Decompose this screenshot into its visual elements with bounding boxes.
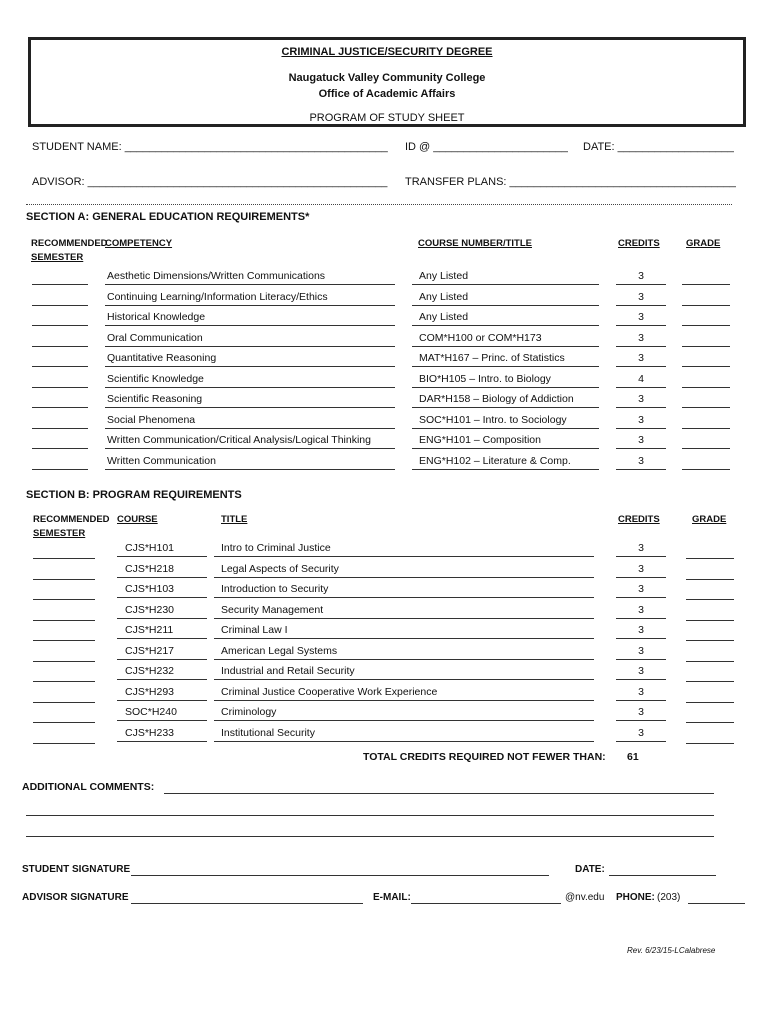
section-b-credits: 3 (638, 603, 644, 616)
section-a-col-grade: GRADE (686, 238, 721, 249)
section-a-competency: Oral Communication (107, 331, 203, 344)
section-b-semester-line[interactable] (33, 599, 95, 600)
section-a-competency-underline (105, 469, 395, 470)
section-a-competency: Continuing Learning/Information Literacy/Ethics (107, 290, 328, 303)
section-b-credits-underline (616, 556, 666, 557)
section-b-grade-line[interactable] (686, 681, 734, 682)
section-b-course: CJS*H218 (125, 562, 175, 575)
section-b-title-underline (214, 577, 594, 578)
section-a-competency-underline (105, 428, 395, 429)
section-b-grade-line[interactable] (686, 558, 734, 559)
section-b-course-underline (117, 597, 207, 598)
section-b-title: Legal Aspects of Security (221, 562, 339, 575)
section-b-semester-line[interactable] (33, 620, 95, 621)
section-b-col-credits: CREDITS (618, 514, 660, 525)
section-b-credits: 3 (638, 726, 644, 739)
section-b-course: CJS*H230 (125, 603, 175, 616)
section-b-title: Intro to Criminal Justice (221, 542, 331, 554)
section-a-course-underline (412, 407, 599, 408)
section-b-credits: 3 (638, 706, 644, 718)
section-a-semester-line[interactable] (32, 407, 88, 408)
section-b-col-grade: GRADE (692, 514, 727, 525)
section-b-semester-line[interactable] (33, 702, 95, 703)
section-a-credits-underline (616, 366, 666, 367)
additional-comments-label: ADDITIONAL COMMENTS: (22, 781, 155, 793)
section-a-course: SOC*H101 – Intro. to Sociology (419, 413, 567, 426)
section-a-competency-underline (105, 407, 395, 408)
section-b-grade-line[interactable] (686, 620, 734, 621)
section-b-semester-line[interactable] (33, 579, 95, 580)
section-a-grade-line[interactable] (682, 428, 730, 429)
college-name: Naugatuck Valley Community College (288, 72, 486, 84)
section-a-course: Any Listed (419, 290, 469, 303)
section-a-course-underline (412, 305, 599, 306)
section-a-semester-line[interactable] (32, 305, 88, 306)
section-a-credits: 3 (638, 290, 644, 303)
section-a-grade-line[interactable] (682, 407, 730, 408)
section-b-credits: 3 (638, 542, 644, 554)
section-a-semester-line[interactable] (32, 346, 88, 347)
section-b-course: CJS*H103 (125, 583, 175, 595)
section-a-course-underline (412, 366, 599, 367)
email-label: E-MAIL: (373, 892, 411, 903)
section-b-course-underline (117, 638, 207, 639)
section-b-course-underline (117, 679, 207, 680)
section-a-credits-underline (616, 387, 666, 388)
section-a-credits: 3 (638, 413, 644, 426)
section-b-grade-line[interactable] (686, 599, 734, 600)
section-a-grade-line[interactable] (682, 448, 730, 449)
section-a-competency-underline (105, 448, 395, 449)
section-b-col-semester: SEMESTER (33, 528, 86, 539)
section-b-credits-underline (616, 659, 666, 660)
student-date-line[interactable] (609, 875, 716, 876)
section-b-course-underline (117, 700, 207, 701)
section-a-col-semester: SEMESTER (31, 252, 84, 263)
student-date-label: DATE: (575, 864, 605, 875)
revision-note: Rev. 6/23/15-LCalabrese (627, 946, 716, 955)
section-b-title: Criminal Law I (221, 624, 288, 636)
section-a-course: MAT*H167 – Princ. of Statistics (419, 352, 565, 364)
section-a-title: SECTION A: GENERAL EDUCATION REQUIREMENTS* (26, 211, 310, 223)
section-a-credits-underline (616, 346, 666, 347)
section-a-competency: Social Phenomena (107, 413, 196, 426)
section-a-credits-underline (616, 325, 666, 326)
section-a-course: ENG*H101 – Composition (419, 434, 541, 446)
section-a-competency: Written Communication (107, 454, 216, 467)
section-b-course-underline (117, 720, 207, 721)
section-a-credits: 3 (638, 434, 644, 446)
section-a-competency: Written Communication/Critical Analysis/Logical Thinking (107, 434, 371, 446)
section-a-competency: Historical Knowledge (107, 311, 206, 323)
section-a-course-underline (412, 346, 599, 347)
student-signature-line[interactable] (131, 875, 549, 876)
total-credits-label: TOTAL CREDITS REQUIRED NOT FEWER THAN: (363, 751, 606, 763)
section-a-course-underline (412, 387, 599, 388)
section-a-credits-underline (616, 428, 666, 429)
section-b-credits-underline (616, 679, 666, 680)
section-a-grade-line[interactable] (682, 387, 730, 388)
section-b-title-underline (214, 659, 594, 660)
section-b-title: SECTION B: PROGRAM REQUIREMENTS (26, 489, 242, 501)
section-b-course: CJS*H232 (125, 665, 175, 677)
section-b-credits: 3 (638, 624, 644, 636)
section-b-grade-line[interactable] (686, 640, 734, 641)
section-b-semester-line[interactable] (33, 722, 95, 723)
section-b-title: Criminal Justice Cooperative Work Experience (221, 685, 438, 698)
date-field[interactable]: DATE: ___________________ (583, 141, 734, 153)
section-b-grade-line[interactable] (686, 743, 734, 744)
section-b-semester-line[interactable] (33, 681, 95, 682)
degree-title: CRIMINAL JUSTICE/SECURITY DEGREE (281, 46, 493, 58)
section-a-credits-underline (616, 469, 666, 470)
section-b-semester-line[interactable] (33, 661, 95, 662)
section-b-title: Industrial and Retail Security (221, 665, 355, 677)
comments-line-3[interactable] (26, 836, 714, 837)
section-a-competency: Scientific Reasoning (107, 393, 203, 405)
section-b-col-course: COURSE (117, 514, 158, 525)
section-b-credits-underline (616, 597, 666, 598)
header-box (28, 37, 746, 127)
comments-line-1[interactable] (164, 793, 714, 794)
advisor-signature-label: ADVISOR SIGNATURE (22, 892, 129, 903)
section-b-course: CJS*H217 (125, 644, 175, 657)
advisor-signature-line[interactable] (131, 903, 363, 904)
section-a-col-recommended: RECOMMENDED (31, 238, 108, 249)
section-b-title-underline (214, 597, 594, 598)
section-a-credits: 3 (638, 454, 644, 467)
section-b-credits-underline (616, 618, 666, 619)
section-a-semester-line[interactable] (32, 428, 88, 429)
section-a-course: DAR*H158 – Biology of Addiction (419, 393, 574, 405)
section-b-title: American Legal Systems (221, 644, 338, 657)
student-signature-label: STUDENT SIGNATURE (22, 864, 131, 875)
section-a-competency-underline (105, 284, 395, 285)
section-b-grade-line[interactable] (686, 722, 734, 723)
section-a-competency: Aesthetic Dimensions/Written Communications (107, 270, 326, 282)
section-b-course: CJS*H293 (125, 685, 175, 698)
section-a-credits-underline (616, 284, 666, 285)
section-b-title-underline (214, 679, 594, 680)
section-a-col-competency: COMPETENCY (105, 238, 173, 249)
section-b-col-title: TITLE (221, 514, 248, 525)
section-b-semester-line[interactable] (33, 743, 95, 744)
section-a-competency-underline (105, 325, 395, 326)
section-a-course: BIO*H105 – Intro. to Biology (419, 372, 551, 385)
section-b-credits: 3 (638, 685, 644, 698)
section-b-grade-line[interactable] (686, 702, 734, 703)
section-a-credits: 3 (638, 331, 644, 344)
section-a-course-underline (412, 284, 599, 285)
section-b-title-underline (214, 638, 594, 639)
section-a-grade-line[interactable] (682, 469, 730, 470)
section-a-competency-underline (105, 305, 395, 306)
phone-area-code: (203) (657, 892, 681, 903)
section-b-credits: 3 (638, 665, 644, 677)
section-b-title-underline (214, 618, 594, 619)
section-a-competency-underline (105, 366, 395, 367)
section-a-competency-underline (105, 346, 395, 347)
section-a-semester-line[interactable] (32, 366, 88, 367)
section-b-credits-underline (616, 577, 666, 578)
section-b-course: CJS*H233 (125, 726, 175, 739)
section-b-credits-underline (616, 700, 666, 701)
section-b-course-underline (117, 618, 207, 619)
section-b-credits: 3 (638, 644, 644, 657)
sheet-title: PROGRAM OF STUDY SHEET (309, 112, 465, 124)
section-a-course: Any Listed (419, 270, 469, 282)
comments-line-2[interactable] (26, 815, 714, 816)
section-b-course: SOC*H240 (125, 706, 177, 718)
section-b-grade-line[interactable] (686, 661, 734, 662)
section-b-title-underline (214, 741, 594, 742)
section-a-competency: Scientific Knowledge (107, 372, 204, 385)
section-a-credits: 3 (638, 311, 644, 323)
section-b-credits-underline (616, 720, 666, 721)
section-b-title-underline (214, 720, 594, 721)
office-name: Office of Academic Affairs (318, 88, 456, 100)
section-a-credits-underline (616, 407, 666, 408)
section-a-credits-underline (616, 448, 666, 449)
section-b-credits-underline (616, 638, 666, 639)
email-line[interactable] (411, 903, 561, 904)
section-a-course: COM*H100 or COM*H173 (419, 331, 542, 344)
section-a-grade-line[interactable] (682, 325, 730, 326)
section-b-title: Security Management (221, 603, 324, 616)
section-a-competency-underline (105, 387, 395, 388)
section-b-credits-underline (616, 741, 666, 742)
section-a-grade-line[interactable] (682, 366, 730, 367)
section-a-semester-line[interactable] (32, 448, 88, 449)
section-a-semester-line[interactable] (32, 284, 88, 285)
section-a-course-underline (412, 448, 599, 449)
section-a-course-underline (412, 469, 599, 470)
section-b-course-underline (117, 577, 207, 578)
section-a-col-credits: CREDITS (618, 238, 660, 249)
section-a-credits: 4 (638, 372, 644, 385)
section-b-semester-line[interactable] (33, 558, 95, 559)
section-b-title-underline (214, 556, 594, 557)
student-name-field[interactable]: STUDENT NAME: ___________________________________________ (32, 141, 388, 153)
email-domain: @nv.edu (565, 892, 605, 903)
total-credits-value: 61 (627, 751, 639, 763)
id-field[interactable]: ID @ ______________________ (405, 141, 568, 153)
section-b-course-underline (117, 659, 207, 660)
section-a-course-underline (412, 325, 599, 326)
section-a-semester-line[interactable] (32, 387, 88, 388)
section-a-course-underline (412, 428, 599, 429)
section-b-title: Criminology (221, 706, 277, 718)
section-a-semester-line[interactable] (32, 325, 88, 326)
section-a-credits-underline (616, 305, 666, 306)
section-a-col-course: COURSE NUMBER/TITLE (418, 238, 532, 249)
section-b-title-underline (214, 700, 594, 701)
section-a-course: ENG*H102 – Literature & Comp. (419, 454, 571, 467)
section-b-course-underline (117, 741, 207, 742)
section-a-course: Any Listed (419, 311, 469, 323)
transfer-plans-field[interactable]: TRANSFER PLANS: _____________________________________ (405, 176, 736, 188)
section-b-course-underline (117, 556, 207, 557)
section-a-credits: 3 (638, 352, 644, 364)
section-a-competency: Quantitative Reasoning (107, 352, 217, 364)
dotted-divider (26, 204, 732, 205)
advisor-field[interactable]: ADVISOR: _________________________________________________ (32, 176, 388, 188)
section-b-credits: 3 (638, 583, 644, 595)
phone-label: PHONE: (616, 892, 655, 903)
phone-line[interactable] (688, 903, 745, 904)
section-a-credits: 3 (638, 270, 644, 282)
section-b-col-recommended: RECOMMENDED (33, 514, 110, 525)
section-a-semester-line[interactable] (32, 469, 88, 470)
section-b-grade-line[interactable] (686, 579, 734, 580)
section-b-semester-line[interactable] (33, 640, 95, 641)
section-b-course: CJS*H101 (125, 542, 175, 554)
section-a-credits: 3 (638, 393, 644, 405)
section-b-title: Introduction to Security (221, 583, 329, 595)
section-a-grade-line[interactable] (682, 305, 730, 306)
section-a-grade-line[interactable] (682, 346, 730, 347)
section-b-course: CJS*H211 (125, 624, 174, 636)
section-b-title: Institutional Security (221, 726, 315, 739)
section-b-credits: 3 (638, 562, 644, 575)
section-a-grade-line[interactable] (682, 284, 730, 285)
